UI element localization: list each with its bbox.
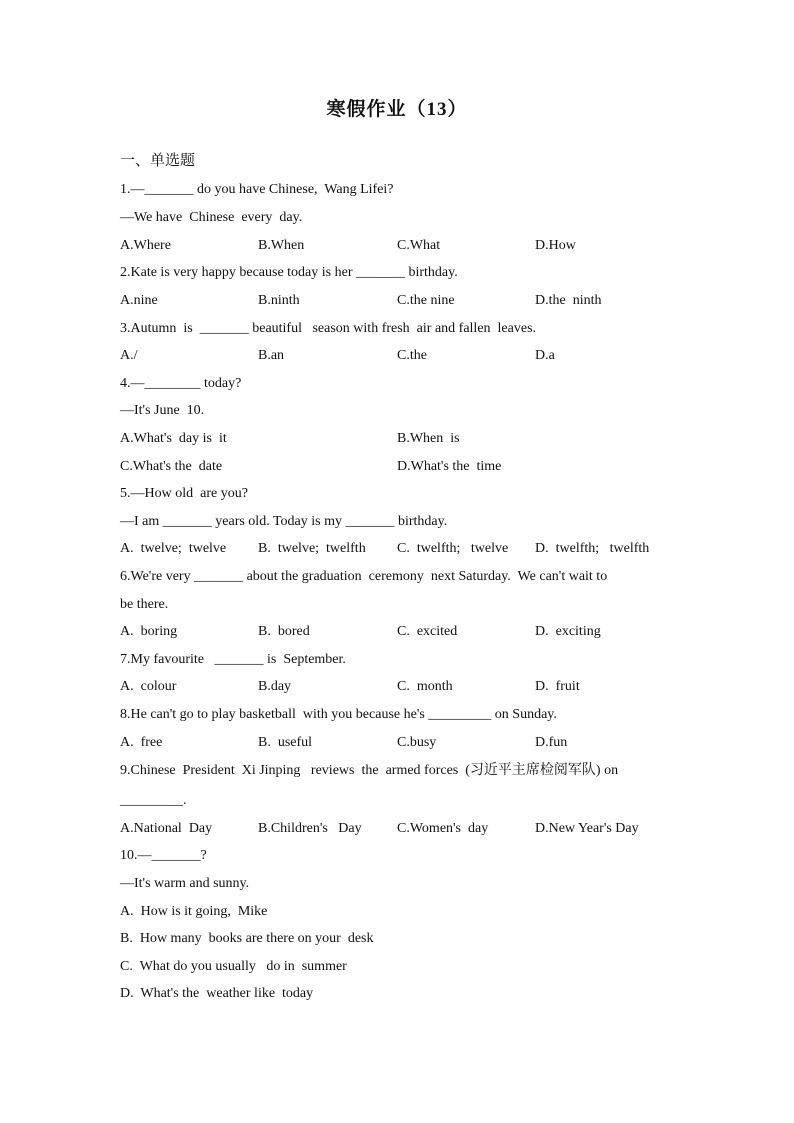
question-5-option-b: B. twelve; twelfth	[258, 541, 366, 556]
question-5-stem: 5.—How old are you?	[120, 486, 248, 501]
question-9-stem-continued: _________.	[120, 793, 187, 808]
question-10-option-b: B. How many books are there on your desk	[120, 931, 374, 946]
question-10-option-c: C. What do you usually do in summer	[120, 959, 347, 974]
question-3-option-d: D.a	[535, 348, 555, 363]
question-6-stem: 6.We're very _______ about the graduation ceremony next Saturday. We can't wait to	[120, 569, 608, 584]
question-3-stem: 3.Autumn is _______ beautiful season with fresh air and fallen leaves.	[120, 321, 537, 336]
question-4-option-b: B.When is	[397, 431, 460, 446]
question-3-option-b: B.an	[258, 348, 285, 363]
question-10-stem: 10.—_______?	[120, 848, 207, 863]
question-9-option-c: C.Women's day	[397, 821, 489, 836]
question-1-option-b: B.When	[258, 238, 305, 253]
question-7-option-d: D. fruit	[535, 679, 580, 694]
question-2-option-d: D.the ninth	[535, 293, 602, 308]
question-9-option-a: A.National Day	[120, 821, 213, 836]
question-6-stem-continued: be there.	[120, 597, 169, 612]
question-1-stem: 1.—_______ do you have Chinese, Wang Lifei?	[120, 182, 394, 197]
question-7-stem: 7.My favourite _______ is September.	[120, 652, 346, 667]
question-5-option-c: C. twelfth; twelve	[397, 541, 509, 556]
question-1-option-c: C.What	[397, 238, 441, 253]
question-8-stem: 8.He can't go to play basketball with you because he's _________ on Sunday.	[120, 707, 557, 722]
question-5-option-d: D. twelfth; twelfth	[535, 541, 650, 556]
question-2-option-b: B.ninth	[258, 293, 300, 308]
question-1-reply: —We have Chinese every day.	[120, 210, 303, 225]
section-heading: 一、单选题	[120, 153, 196, 169]
question-6-option-d: D. exciting	[535, 624, 601, 639]
question-5-reply: —I am _______ years old. Today is my _______ birthday.	[120, 514, 448, 529]
question-4-option-c: C.What's the date	[120, 459, 223, 474]
question-10-option-d: D. What's the weather like today	[120, 986, 314, 1001]
question-9-option-b: B.Children's Day	[258, 821, 362, 836]
question-3-option-a: A./	[120, 348, 138, 363]
question-1-option-d: D.How	[535, 238, 576, 253]
question-4-reply: —It's June 10.	[120, 403, 205, 418]
question-7-option-a: A. colour	[120, 679, 177, 694]
question-10-option-a: A. How is it going, Mike	[120, 904, 268, 919]
question-5-option-a: A. twelve; twelve	[120, 541, 227, 556]
question-3-option-c: C.the	[397, 348, 427, 363]
question-7-option-b: B.day	[258, 679, 292, 694]
question-8-option-b: B. useful	[258, 735, 313, 750]
question-2-option-a: A.nine	[120, 293, 158, 308]
question-2-option-c: C.the nine	[397, 293, 455, 308]
question-8-option-a: A. free	[120, 735, 163, 750]
question-6-option-c: C. excited	[397, 624, 458, 639]
question-8-option-c: C.busy	[397, 735, 437, 750]
question-1-option-a: A.Where	[120, 238, 171, 253]
question-8-option-d: D.fun	[535, 735, 568, 750]
question-2-stem: 2.Kate is very happy because today is her _______ birthday.	[120, 265, 458, 280]
question-9-option-d: D.New Year's Day	[535, 821, 639, 836]
question-4-option-d: D.What's the time	[397, 459, 502, 474]
question-10-reply: —It's warm and sunny.	[120, 876, 250, 891]
question-9-stem: 9.Chinese President Xi Jinping reviews the armed forces (习近平主席检阅军队) on	[120, 763, 619, 778]
question-4-option-a: A.What's day is it	[120, 431, 227, 446]
question-6-option-b: B. bored	[258, 624, 310, 639]
question-7-option-c: C. month	[397, 679, 453, 694]
question-6-option-a: A. boring	[120, 624, 178, 639]
page-title: 寒假作业（13）	[326, 99, 468, 120]
question-4-stem: 4.—________ today?	[120, 376, 242, 391]
